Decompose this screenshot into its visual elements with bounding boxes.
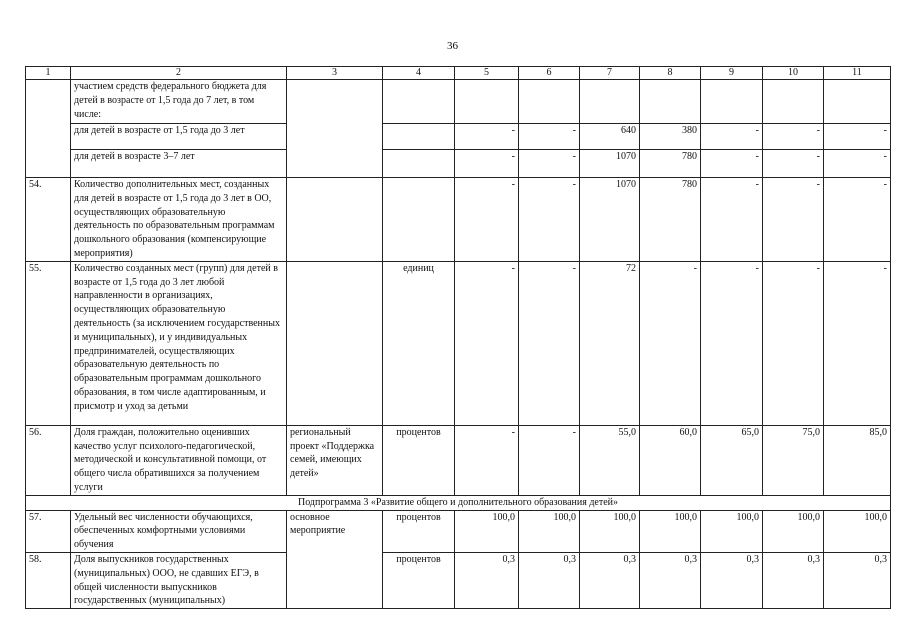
unit-cell xyxy=(383,80,455,124)
value-cell: - xyxy=(455,150,519,178)
value-cell: 380 xyxy=(640,124,701,150)
table-row xyxy=(26,178,891,262)
unit-cell xyxy=(383,178,455,262)
value-cell: 0,3 xyxy=(701,552,763,608)
unit-cell: единиц xyxy=(383,261,455,425)
header-cell: 7 xyxy=(580,67,640,80)
value-cell: - xyxy=(455,425,519,495)
unit-cell: процентов xyxy=(383,425,455,495)
value-cell: 100,0 xyxy=(824,510,891,552)
value-cell: - xyxy=(824,150,891,178)
value-cell: 100,0 xyxy=(640,510,701,552)
header-cell: 4 xyxy=(383,67,455,80)
source-cell: основное мероприятие xyxy=(287,510,383,609)
value-cell: - xyxy=(701,150,763,178)
value-cell: 65,0 xyxy=(701,425,763,495)
value-cell: 780 xyxy=(640,150,701,178)
value-cell: - xyxy=(701,261,763,425)
value-cell: 60,0 xyxy=(640,425,701,495)
page-number: 36 xyxy=(447,40,458,52)
header-cell: 6 xyxy=(519,67,580,80)
value-cell xyxy=(580,80,640,124)
value-cell xyxy=(640,80,701,124)
row-number-cell: 54. xyxy=(26,178,71,262)
unit-cell xyxy=(383,150,455,178)
indicator-name: Доля граждан, положительно оценивших качество услуг психолого-педагогической, методической и консультативной помощи, от общего числа обратившихся за получением услуги xyxy=(71,425,287,495)
value-cell: 100,0 xyxy=(519,510,580,552)
indicator-name: Количество созданных мест (групп) для детей в возрасте от 1,5 года до 3 лет любой направленности в организациях, осуществляющих образовательную деятельность (за исключением государственных и муниципальных), и у индивидуальных предпринимателей, осуществляющих образовательную деятельность по образовательным программам дошкольного образования, в том числе адаптированным, и присмотр и уход за детьми xyxy=(71,261,287,425)
value-cell: - xyxy=(763,150,824,178)
table-row xyxy=(26,124,891,150)
row-number-cell xyxy=(26,80,71,178)
value-cell: 72 xyxy=(580,261,640,425)
value-cell xyxy=(455,80,519,124)
table-row xyxy=(26,80,891,124)
table-row xyxy=(26,425,891,495)
indicator-name: Количество дополнительных мест, созданных для детей в возрасте от 1,5 года до 3 лет в ОО, осуществляющих образовательную деятельность по образовательным программам дошкольного образования (компенсирующие мероприятия) xyxy=(71,178,287,262)
value-cell: - xyxy=(519,425,580,495)
source-cell xyxy=(287,80,383,178)
header-cell: 3 xyxy=(287,67,383,80)
value-cell: 640 xyxy=(580,124,640,150)
value-cell xyxy=(701,80,763,124)
value-cell: 780 xyxy=(640,178,701,262)
header-cell: 9 xyxy=(701,67,763,80)
header-cell: 11 xyxy=(824,67,891,80)
value-cell: - xyxy=(519,124,580,150)
indicator-name: участием средств федерального бюджета для детей в возрасте от 1,5 года до 7 лет, в том числе: xyxy=(71,80,287,124)
value-cell: 0,3 xyxy=(763,552,824,608)
value-cell: 55,0 xyxy=(580,425,640,495)
value-cell: 100,0 xyxy=(580,510,640,552)
value-cell: - xyxy=(701,178,763,262)
value-cell: - xyxy=(640,261,701,425)
value-cell: - xyxy=(519,150,580,178)
value-cell: - xyxy=(455,124,519,150)
indicator-name: для детей в возрасте 3–7 лет xyxy=(71,150,287,178)
table-row xyxy=(26,261,891,425)
value-cell: 100,0 xyxy=(701,510,763,552)
section-row xyxy=(26,495,891,510)
row-number-cell: 56. xyxy=(26,425,71,495)
value-cell: - xyxy=(455,178,519,262)
value-cell: 75,0 xyxy=(763,425,824,495)
row-number-cell: 57. xyxy=(26,510,71,552)
value-cell: - xyxy=(824,124,891,150)
value-cell: - xyxy=(824,178,891,262)
value-cell: 0,3 xyxy=(519,552,580,608)
unit-cell xyxy=(383,124,455,150)
indicator-name: Доля выпускников государственных (муниципальных) ООО, не сдавших ЕГЭ, в общей численности выпускников государственных (муниципальных) xyxy=(71,552,287,608)
value-cell xyxy=(519,80,580,124)
value-cell: - xyxy=(824,261,891,425)
unit-cell: процентов xyxy=(383,552,455,608)
value-cell: - xyxy=(455,261,519,425)
value-cell: 0,3 xyxy=(640,552,701,608)
section-title: Подпрограмма 3 «Развитие общего и дополнительного образования детей» xyxy=(26,495,891,510)
value-cell: - xyxy=(763,124,824,150)
value-cell xyxy=(763,80,824,124)
source-cell: региональный проект «Поддержка семей, имеющих детей» xyxy=(287,425,383,495)
value-cell: - xyxy=(763,178,824,262)
value-cell: 100,0 xyxy=(455,510,519,552)
indicators-table xyxy=(25,66,891,609)
header-cell: 8 xyxy=(640,67,701,80)
header-cell: 5 xyxy=(455,67,519,80)
indicator-name: Удельный вес численности обучающихся, обеспеченных комфортными условиями обучения xyxy=(71,510,287,552)
header-cell: 10 xyxy=(763,67,824,80)
value-cell: - xyxy=(763,261,824,425)
header-cell: 1 xyxy=(26,67,71,80)
indicator-name: для детей в возрасте от 1,5 года до 3 лет xyxy=(71,124,287,150)
table-row xyxy=(26,510,891,552)
table-row xyxy=(26,150,891,178)
unit-cell: процентов xyxy=(383,510,455,552)
source-cell xyxy=(287,178,383,262)
value-cell: - xyxy=(519,261,580,425)
value-cell: 1070 xyxy=(580,178,640,262)
value-cell: 100,0 xyxy=(763,510,824,552)
value-cell: 0,3 xyxy=(824,552,891,608)
source-cell xyxy=(287,261,383,425)
value-cell: 0,3 xyxy=(580,552,640,608)
row-number-cell: 58. xyxy=(26,552,71,608)
value-cell: - xyxy=(701,124,763,150)
value-cell xyxy=(824,80,891,124)
value-cell: 0,3 xyxy=(455,552,519,608)
header-cell: 2 xyxy=(71,67,287,80)
row-number-cell: 55. xyxy=(26,261,71,425)
value-cell: 85,0 xyxy=(824,425,891,495)
header-row xyxy=(26,67,891,80)
table-row xyxy=(26,552,891,608)
value-cell: 1070 xyxy=(580,150,640,178)
value-cell: - xyxy=(519,178,580,262)
